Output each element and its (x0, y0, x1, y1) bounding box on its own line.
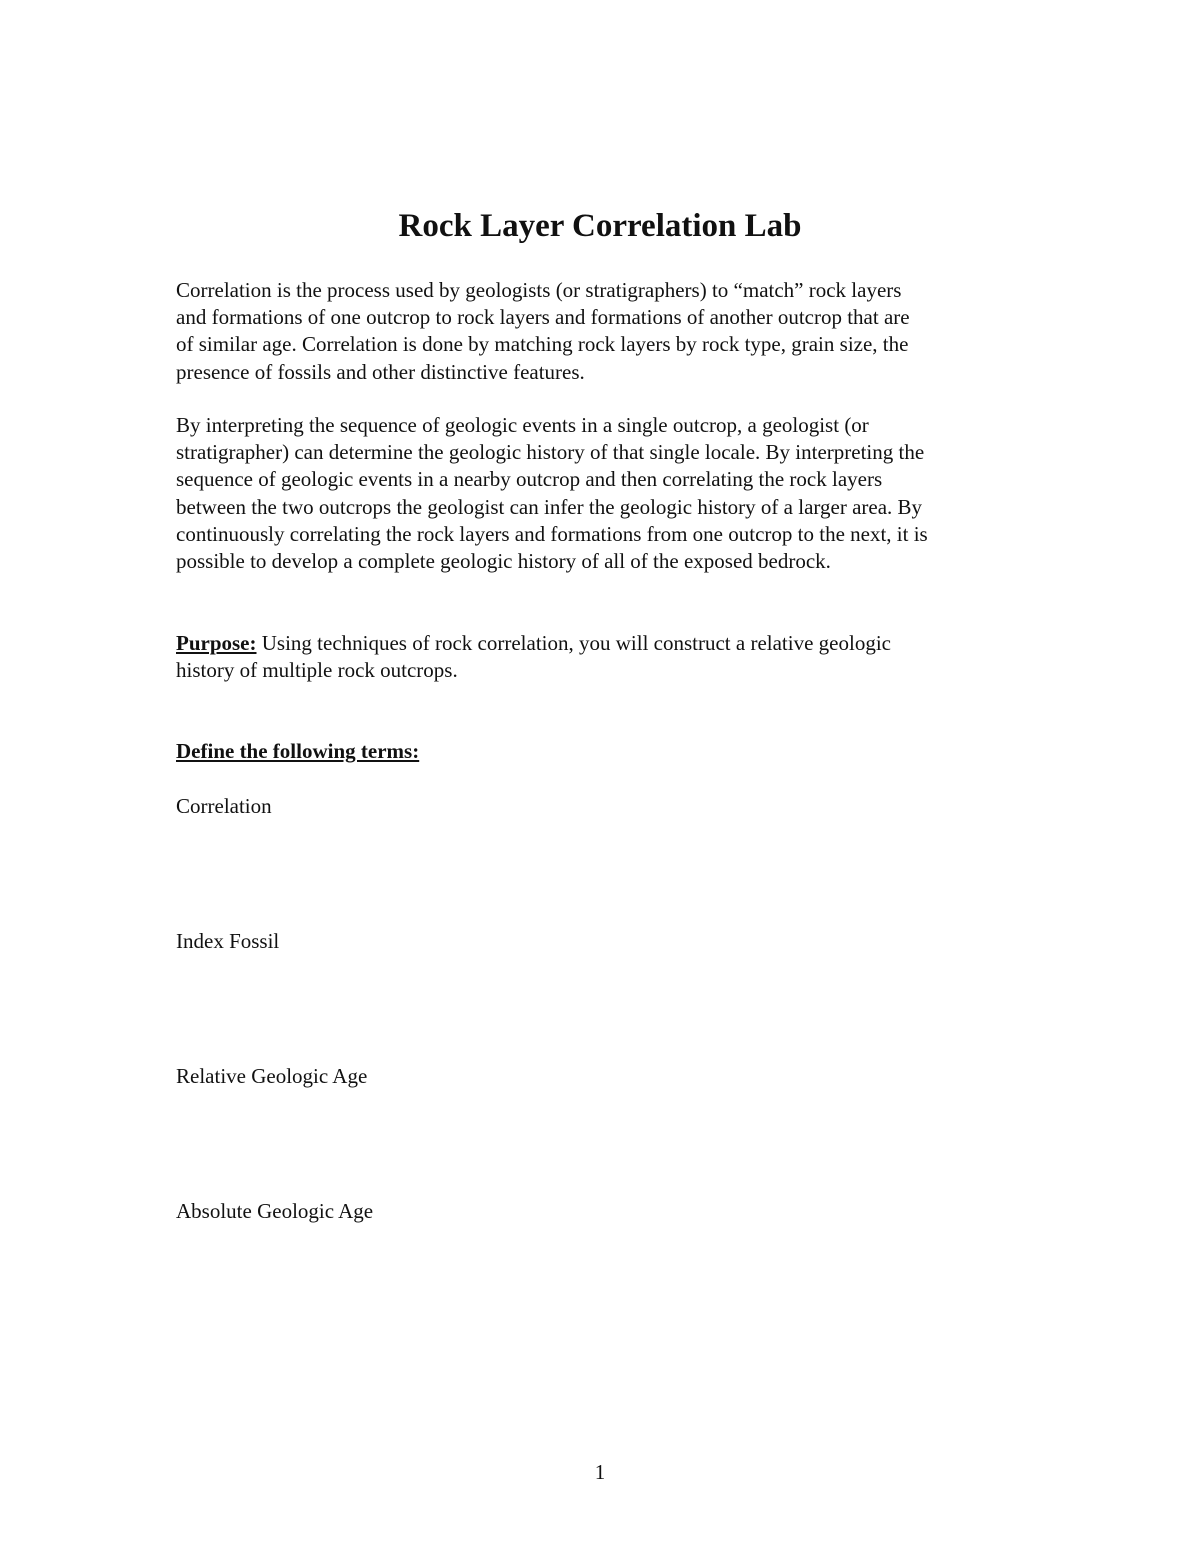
define-terms-heading: Define the following terms: (176, 739, 420, 763)
purpose-paragraph (176, 630, 1036, 684)
term-correlation: Correlation (176, 794, 272, 818)
page-number: 1 (594, 1460, 606, 1484)
term-relative-geologic-age: Relative Geologic Age (176, 1064, 368, 1088)
term-index-fossil: Index Fossil (176, 929, 280, 953)
purpose-text: Using techniques of rock correlation, you will construct a relative geologic history of multiple rock outcrops. (176, 631, 891, 683)
intro-paragraph-1: Correlation is the process used by geologists (or stratigraphers) to “match” rock layers and formations of one outcrop to rock layers and formations of another outcrop that are of similar age. Correlation is done by matching rock layers by rock type, grain size, the presence of fossils and other distinctive features. (176, 278, 910, 384)
term-absolute-geologic-age: Absolute Geologic Age (176, 1199, 374, 1223)
purpose-label: Purpose: (176, 631, 257, 655)
intro-paragraph-2: By interpreting the sequence of geologic events in a single outcrop, a geologist (or stratigrapher) can determine the geologic history of that single locale. By interpreting the sequence of geologic events in a nearby outcrop and then correlating the rock layers between the two outcrops the geologist can infer the geologic history of a larger area. By continuously correlating the rock layers and formations from one outcrop to the next, it is possible to develop a complete geologic history of all of the exposed bedrock. (176, 413, 928, 574)
document-title: Rock Layer Correlation Lab (398, 208, 802, 244)
